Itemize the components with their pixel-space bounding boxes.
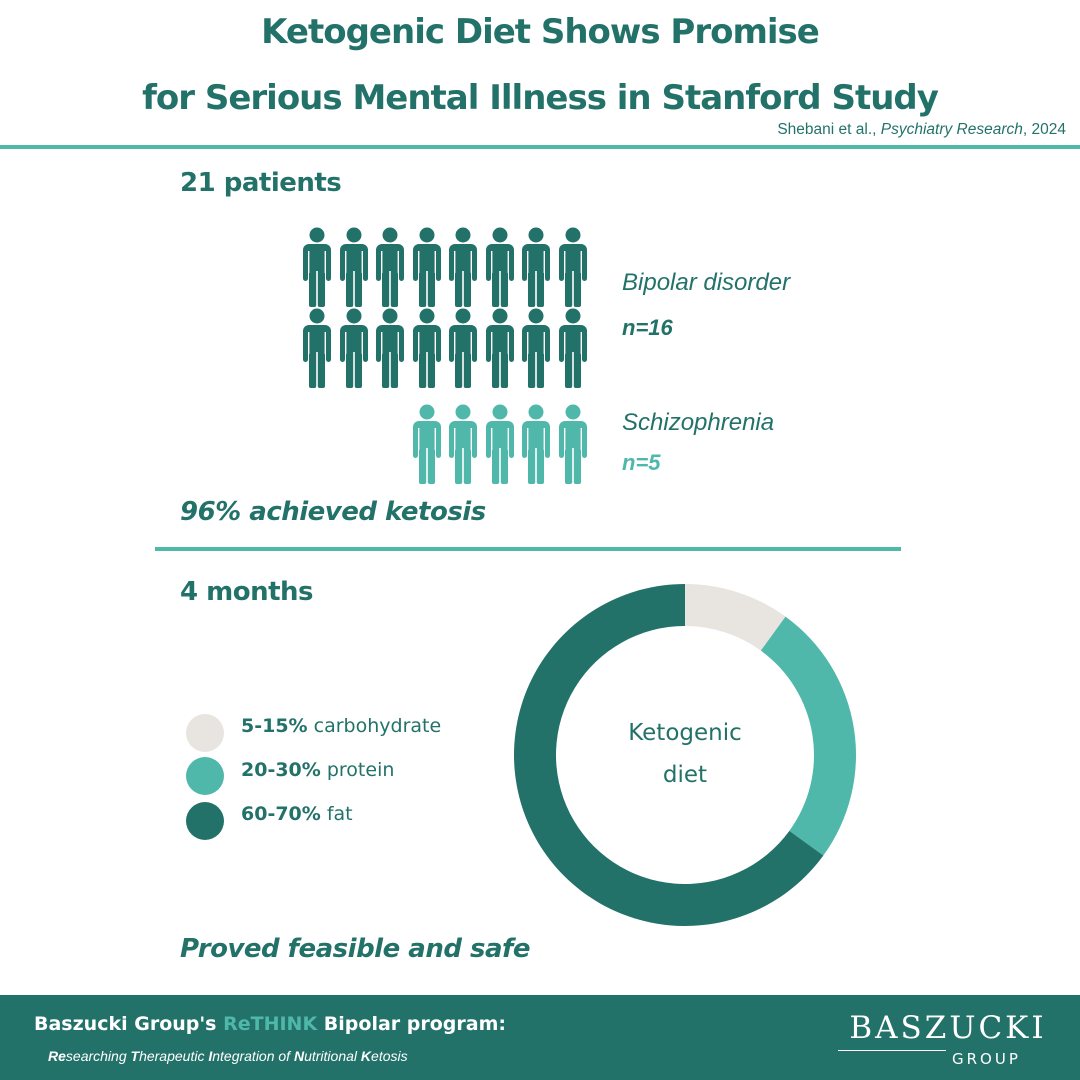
legend-carbohydrate-name: carbohydrate <box>307 715 442 737</box>
top-divider <box>0 145 1080 149</box>
bipolar-patient-icon <box>558 308 588 388</box>
footer-program-title <box>34 1013 506 1035</box>
patients-heading: 21 patients <box>180 168 342 198</box>
donut-slice-protein <box>761 617 856 856</box>
bipolar-patient-icon <box>302 308 332 388</box>
acronym-word: searching <box>65 1048 131 1064</box>
acronym-letter: T <box>130 1048 140 1064</box>
bipolar-count: n=16 <box>622 315 673 340</box>
logo-wordmark: BASZUCKI <box>849 1010 1047 1046</box>
citation-journal: Psychiatry Research <box>880 121 1023 138</box>
page-title-line2: for Serious Mental Illness in Stanford Study <box>142 78 938 118</box>
schizophrenia-label: Schizophrenia <box>622 409 775 436</box>
footer-program-accent: ReTHINK <box>223 1013 318 1035</box>
middle-divider <box>155 547 901 551</box>
ketosis-result: 96% achieved ketosis <box>180 497 486 527</box>
footer-acronym <box>48 1048 408 1064</box>
legend-fat-swatch <box>186 802 224 840</box>
footer-program-prefix: Baszucki Group's <box>34 1013 224 1035</box>
schizophrenia-patient-icon <box>485 404 515 484</box>
bipolar-patient-icon <box>558 227 588 307</box>
bipolar-patient-icon <box>375 308 405 388</box>
bipolar-patient-icon <box>448 308 478 388</box>
citation <box>777 121 1066 139</box>
conclusion-text: Proved feasible and safe <box>180 934 530 964</box>
acronym-letter: Re <box>48 1048 66 1064</box>
footer-program-suffix: Bipolar program: <box>317 1013 506 1035</box>
bipolar-patient-icon <box>521 308 551 388</box>
bipolar-patient-icon <box>485 308 515 388</box>
acronym-word: herapeutic <box>139 1048 209 1064</box>
donut-slices <box>514 584 856 926</box>
bipolar-patient-icon <box>375 227 405 307</box>
schizophrenia-patient-icon <box>412 404 442 484</box>
acronym-letter: I <box>208 1048 213 1064</box>
citation-authors: Shebani et al., <box>777 121 881 138</box>
legend-fat-range: 60-70% <box>241 803 321 825</box>
bipolar-patient-icon <box>521 227 551 307</box>
acronym-letter: K <box>360 1048 372 1064</box>
logo-subtitle: GROUP <box>952 1050 1021 1068</box>
legend-carbohydrate-range: 5-15% <box>241 715 308 737</box>
bipolar-patient-icon <box>412 308 442 388</box>
legend-fat-text <box>241 803 353 825</box>
legend-protein-swatch <box>186 757 224 795</box>
acronym-letter: N <box>293 1048 305 1064</box>
bipolar-patient-icon <box>302 227 332 307</box>
donut-center-label-line2: diet <box>662 762 708 788</box>
bipolar-patient-icon <box>339 227 369 307</box>
macronutrient-donut-chart <box>510 580 860 930</box>
legend-protein-range: 20-30% <box>241 759 321 781</box>
legend-carbohydrate-swatch <box>186 714 224 752</box>
acronym-word: etosis <box>371 1048 408 1064</box>
legend-fat-name: fat <box>320 803 353 825</box>
duration-heading: 4 months <box>180 577 314 607</box>
schizophrenia-patient-icon <box>448 404 478 484</box>
acronym-word: ntegration of <box>212 1048 294 1064</box>
schizophrenia-patient-icon <box>521 404 551 484</box>
page-title-line1: Ketogenic Diet Shows Promise <box>261 12 819 52</box>
schizophrenia-count: n=5 <box>622 450 661 475</box>
donut-center-label-line1: Ketogenic <box>628 720 742 746</box>
legend-carbohydrate-text <box>241 715 441 737</box>
bipolar-patient-icon <box>448 227 478 307</box>
acronym-word: utritional <box>304 1048 361 1064</box>
logo-rule <box>838 1050 946 1051</box>
citation-year: , 2024 <box>1022 121 1066 138</box>
schizophrenia-patient-icon <box>558 404 588 484</box>
bipolar-patient-icon <box>485 227 515 307</box>
legend-protein-text <box>241 759 394 781</box>
bipolar-patient-icon <box>412 227 442 307</box>
bipolar-label: Bipolar disorder <box>622 269 791 296</box>
legend-protein-name: protein <box>320 759 395 781</box>
bipolar-patient-icon <box>339 308 369 388</box>
